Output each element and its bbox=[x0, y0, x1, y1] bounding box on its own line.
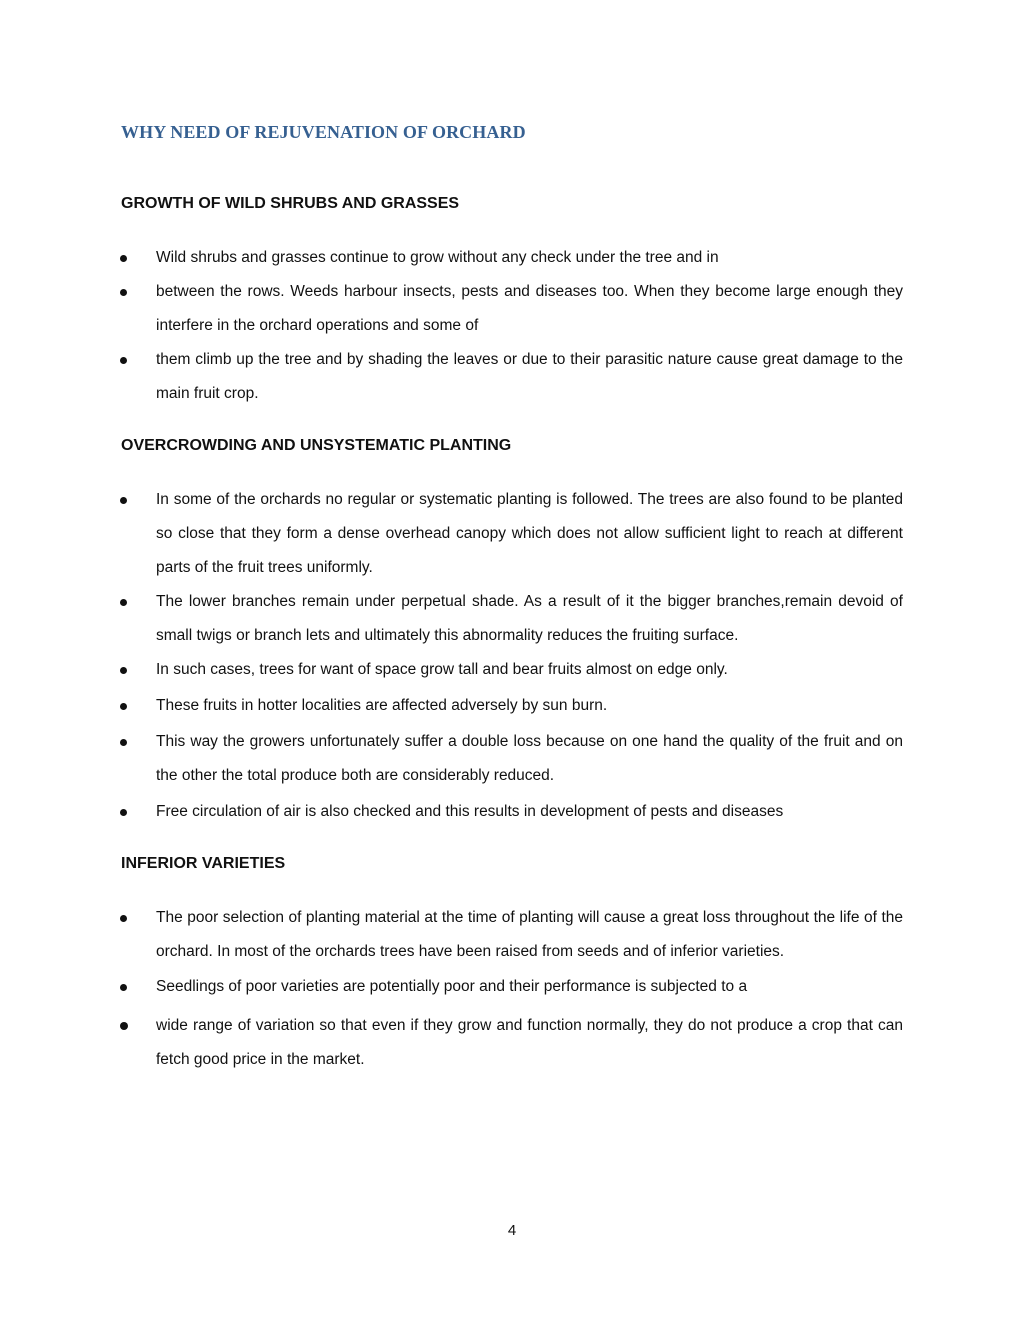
bullet-icon bbox=[120, 289, 127, 296]
list-item bbox=[0, 1009, 903, 1077]
list-item-text: them climb up the tree and by shading the leaves or due to their parasitic nature cause great damage to the main fruit crop. bbox=[156, 351, 903, 402]
list-item bbox=[0, 585, 903, 653]
list-item bbox=[0, 241, 747, 275]
bullet-icon bbox=[120, 1022, 128, 1030]
list-item-text: Free circulation of air is also checked and this results in development of pests and diseases bbox=[156, 803, 784, 820]
bullet-icon bbox=[120, 703, 127, 710]
bullet-icon bbox=[120, 915, 127, 922]
list-item-text: In such cases, trees for want of space grow tall and bear fruits almost on edge only. bbox=[156, 661, 728, 678]
list-item-text: These fruits in hotter localities are affected adversely by sun burn. bbox=[156, 697, 608, 714]
list-item bbox=[0, 689, 747, 723]
bullet-icon bbox=[120, 984, 127, 991]
list-item bbox=[0, 970, 747, 1004]
bullet-icon bbox=[120, 739, 127, 746]
list-item bbox=[0, 343, 903, 411]
bullet-list-inferior-varieties bbox=[0, 901, 903, 1077]
list-item bbox=[0, 653, 747, 687]
bullet-icon bbox=[120, 357, 127, 364]
list-item-text: Seedlings of poor varieties are potentially poor and their performance is subjected to a bbox=[156, 978, 748, 995]
bullet-list-overcrowding bbox=[0, 483, 903, 829]
section-heading-wild-shrubs: GROWTH OF WILD SHRUBS AND GRASSES bbox=[121, 195, 460, 212]
list-item-text: wide range of variation so that even if they grow and function normally, they do not produce a crop that can fetch good price in the market. bbox=[156, 1017, 903, 1068]
list-item-text: The poor selection of planting material at the time of planting will cause a great loss throughout the life of the orchard. In most of the orchards trees have been raised from seeds and of inferior varieties. bbox=[156, 909, 903, 960]
list-item bbox=[0, 725, 903, 793]
list-item bbox=[0, 483, 903, 585]
bullet-icon bbox=[120, 809, 127, 816]
bullet-icon bbox=[120, 667, 127, 674]
list-item bbox=[0, 901, 903, 969]
page-title: WHY NEED OF REJUVENATION OF ORCHARD bbox=[121, 122, 526, 142]
bullet-icon bbox=[120, 497, 127, 504]
list-item-text: In some of the orchards no regular or systematic planting is followed. The trees are also found to be planted so close that they form a dense overhead canopy which does not allow sufficient light to reach at different parts of the fruit trees uniformly. bbox=[156, 491, 903, 576]
list-item bbox=[0, 795, 784, 829]
section-heading-overcrowding: OVERCROWDING AND UNSYSTEMATIC PLANTING bbox=[121, 437, 512, 454]
page-number: 4 bbox=[507, 1222, 517, 1239]
bullet-icon bbox=[120, 255, 127, 262]
list-item-text: This way the growers unfortunately suffer a double loss because on one hand the quality of the fruit and on the other the total produce both are considerably reduced. bbox=[156, 733, 903, 784]
list-item-text: between the rows. Weeds harbour insects, pests and diseases too. When they become large enough they interfere in the orchard operations and some of bbox=[156, 283, 903, 334]
bullet-list-wild-shrubs bbox=[0, 241, 903, 411]
list-item-text: The lower branches remain under perpetual shade. As a result of it the bigger branches,remain devoid of small twigs or branch lets and ultimately this abnormality reduces the fruiting surface. bbox=[156, 593, 903, 644]
bullet-icon bbox=[120, 599, 127, 606]
list-item bbox=[0, 275, 903, 343]
list-item-text: Wild shrubs and grasses continue to grow without any check under the tree and in bbox=[156, 249, 719, 266]
section-heading-inferior-varieties: INFERIOR VARIETIES bbox=[121, 855, 286, 872]
